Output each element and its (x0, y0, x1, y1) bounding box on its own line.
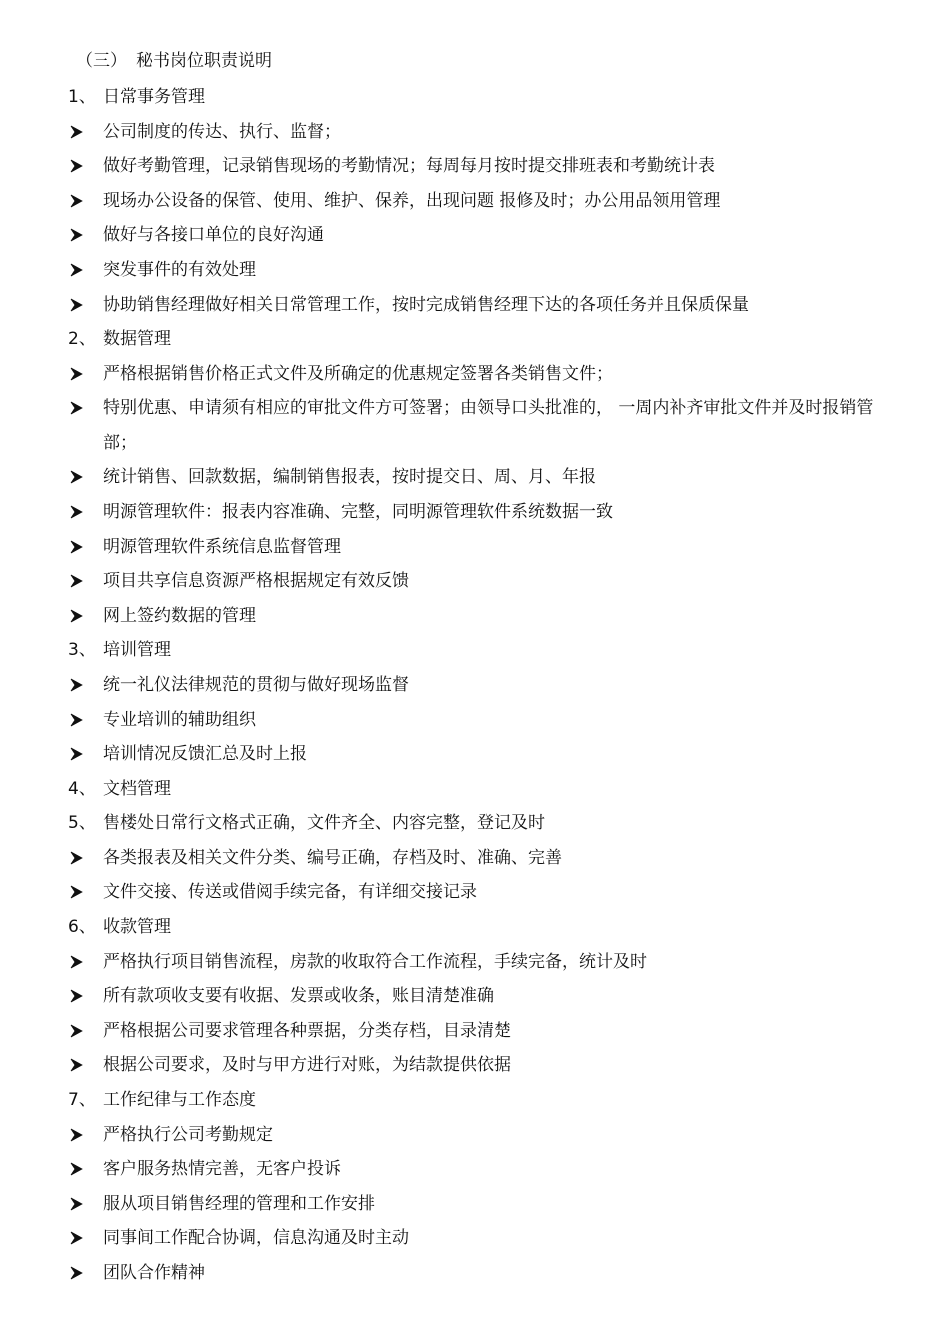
item-text: 公司制度的传达、执行、监督； (103, 121, 341, 142)
arrow-bullet-icon (68, 121, 86, 143)
list-item (0, 672, 950, 707)
arrow-bullet-icon (68, 190, 86, 212)
arrow-bullet-icon (68, 951, 86, 973)
item-text: 特别优惠、申请须有相应的审批文件方可签署；由领导口头批准的， 一周内补齐审批文件并及时报销管部； (103, 398, 874, 453)
item-text: 明源管理软件系统信息监督管理 (103, 536, 341, 557)
list-item (0, 499, 950, 534)
item-text: 项目共享信息资源严格根据规定有效反馈 (103, 571, 409, 592)
item-number: 2、 (68, 329, 96, 350)
item-text: 服从项目销售经理的管理和工作安排 (103, 1193, 375, 1214)
item-text: 各类报表及相关文件分类、编号正确，存档及时、准确、完善 (103, 847, 562, 868)
item-text: 明源管理软件：报表内容准确、完整，同明源管理软件系统数据一致 (103, 501, 613, 522)
list-item (0, 1018, 950, 1053)
item-text: 培训情况反馈汇总及时上报 (103, 744, 307, 765)
duty-list (0, 84, 950, 1295)
list-item (0, 983, 950, 1018)
item-text: 团队合作精神 (103, 1263, 205, 1283)
item-text: 严格执行项目销售流程，房款的收取符合工作流程，手续完备，统计及时 (103, 951, 647, 972)
list-item (0, 879, 950, 914)
arrow-bullet-icon (68, 1124, 86, 1146)
heading-text: 收款管理 (103, 917, 171, 938)
item-text: 做好考勤管理，记录销售现场的考勤情况；每周每月按时提交排班表和考勤统计表 (103, 156, 715, 177)
list-item (0, 603, 950, 638)
list-item (0, 222, 950, 257)
list-item (0, 361, 950, 396)
arrow-bullet-icon (68, 259, 86, 281)
list-item (0, 949, 950, 984)
item-text: 网上签约数据的管理 (103, 605, 256, 626)
arrow-bullet-icon (68, 294, 86, 316)
arrow-bullet-icon (68, 224, 86, 246)
list-item (0, 153, 950, 188)
list-item (0, 119, 950, 154)
arrow-bullet-icon (68, 1158, 86, 1180)
numbered-heading (0, 776, 950, 811)
item-text: 根据公司要求，及时与甲方进行对账，为结款提供依据 (103, 1055, 511, 1076)
item-text: 专业培训的辅助组织 (103, 709, 256, 730)
numbered-heading (0, 326, 950, 361)
item-text: 严格根据销售价格正式文件及所确定的优惠规定签署各类销售文件； (103, 363, 613, 384)
item-text: 现场办公设备的保管、使用、维护、保养，出现问题 报修及时；办公用品领用管理 (103, 190, 721, 211)
item-text: 客户服务热情完善，无客户投诉 (103, 1159, 341, 1180)
item-text: 严格根据公司要求管理各种票据，分类存档，目录清楚 (103, 1020, 511, 1041)
arrow-bullet-icon (68, 605, 86, 627)
list-item (0, 1156, 950, 1191)
list-item (0, 1225, 950, 1260)
arrow-bullet-icon (68, 536, 86, 558)
list-item (0, 1191, 950, 1226)
list-item (0, 534, 950, 569)
heading-text: 数据管理 (103, 329, 171, 350)
list-item (0, 257, 950, 292)
arrow-bullet-icon (68, 881, 86, 903)
numbered-heading (0, 84, 950, 119)
item-text: 同事间工作配合协调，信息沟通及时主动 (103, 1228, 409, 1249)
arrow-bullet-icon (68, 709, 86, 731)
list-item (0, 1260, 950, 1295)
heading-text: 日常事务管理 (103, 87, 205, 107)
item-text: 严格执行公司考勤规定 (103, 1124, 273, 1145)
item-text: 统计销售、回款数据，编制销售报表，按时提交日、周、月、年报 (103, 467, 596, 488)
list-item (0, 188, 950, 223)
list-item (0, 464, 950, 499)
numbered-heading (0, 810, 950, 845)
item-number: 1、 (68, 87, 96, 107)
arrow-bullet-icon (68, 466, 86, 488)
item-text: 突发事件的有效处理 (103, 259, 256, 280)
item-number: 7、 (68, 1090, 96, 1111)
numbered-heading (0, 914, 950, 949)
arrow-bullet-icon (68, 501, 86, 523)
arrow-bullet-icon (68, 155, 86, 177)
section-heading (76, 48, 272, 74)
arrow-bullet-icon (68, 570, 86, 592)
arrow-bullet-icon (68, 743, 86, 765)
section-number: （三） (76, 51, 127, 71)
list-item (0, 741, 950, 776)
heading-text: 工作纪律与工作态度 (103, 1090, 256, 1111)
arrow-bullet-icon (68, 1227, 86, 1249)
item-text: 文件交接、传送或借阅手续完备，有详细交接记录 (103, 882, 477, 903)
item-text: 所有款项收支要有收据、发票或收条，账目清楚准确 (103, 986, 494, 1007)
arrow-bullet-icon (68, 397, 86, 419)
numbered-heading (0, 637, 950, 672)
item-number: 6、 (68, 917, 96, 938)
list-item (0, 1052, 950, 1087)
arrow-bullet-icon (68, 1262, 86, 1284)
arrow-bullet-icon (68, 1193, 86, 1215)
arrow-bullet-icon (68, 985, 86, 1007)
arrow-bullet-icon (68, 1020, 86, 1042)
arrow-bullet-icon (68, 847, 86, 869)
arrow-bullet-icon (68, 363, 86, 385)
list-item (0, 707, 950, 742)
heading-text: 售楼处日常行文格式正确，文件齐全、内容完整，登记及时 (103, 813, 545, 834)
list-item (0, 568, 950, 603)
item-number: 4、 (68, 778, 96, 799)
list-item (0, 845, 950, 880)
section-title: 秘书岗位职责说明 (136, 51, 272, 71)
item-text: 统一礼仪法律规范的贯彻与做好现场监督 (103, 674, 409, 695)
item-text: 做好与各接口单位的良好沟通 (103, 225, 324, 246)
arrow-bullet-icon (68, 674, 86, 696)
item-number: 5、 (68, 813, 96, 834)
item-text: 协助销售经理做好相关日常管理工作，按时完成销售经理下达的各项任务并且保质保量 (103, 294, 749, 315)
arrow-bullet-icon (68, 1054, 86, 1076)
heading-text: 文档管理 (103, 778, 171, 799)
item-number: 3、 (68, 640, 96, 661)
list-item (0, 395, 950, 464)
heading-text: 培训管理 (103, 640, 171, 661)
list-item (0, 1122, 950, 1157)
list-item (0, 292, 950, 327)
numbered-heading (0, 1087, 950, 1122)
